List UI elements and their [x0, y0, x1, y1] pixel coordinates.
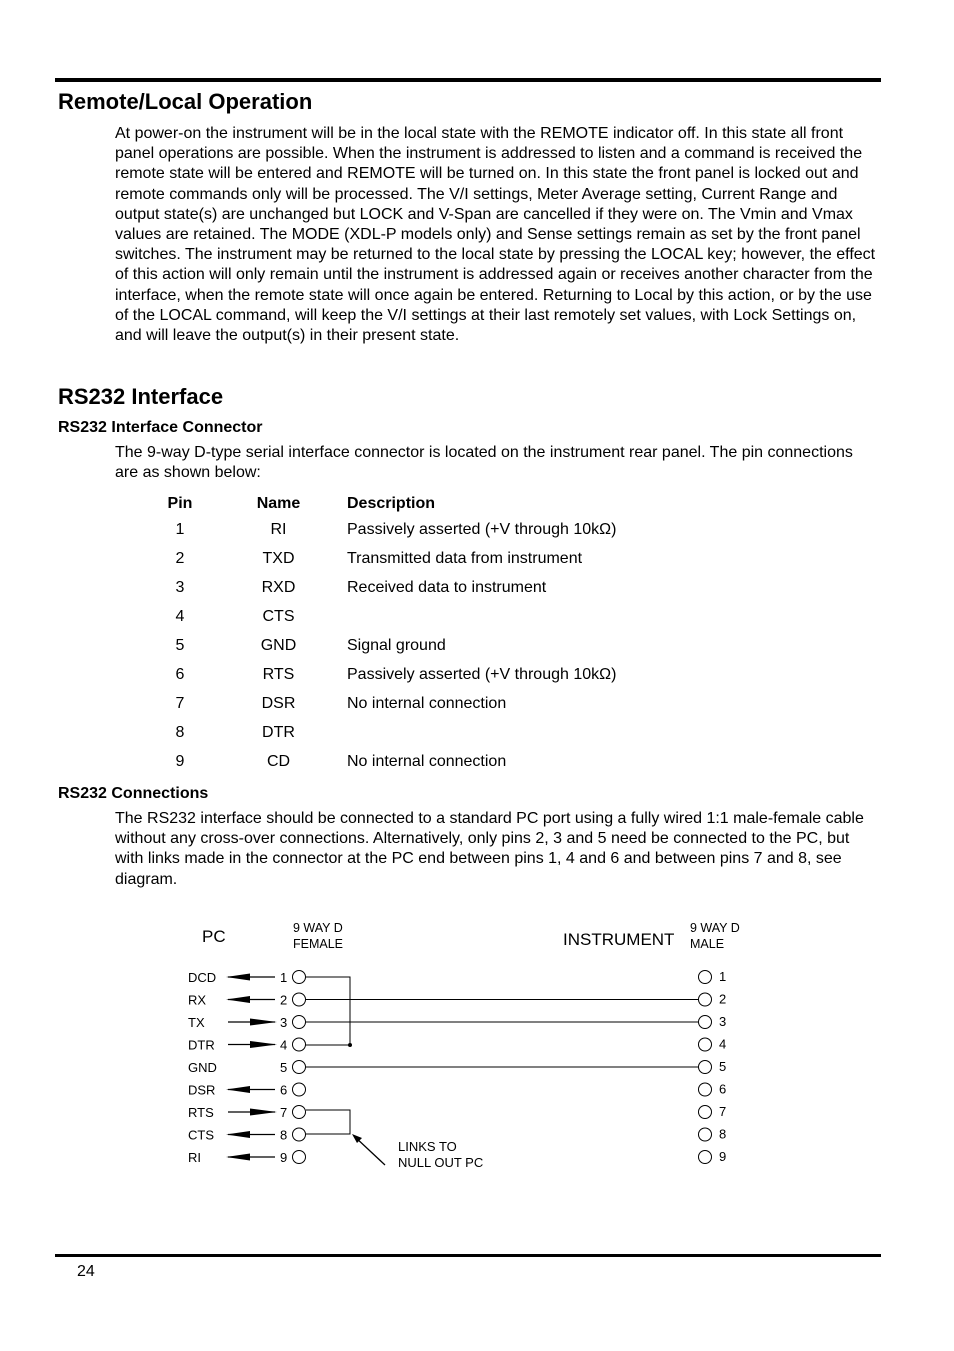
instrument-pin-number: 6 [719, 1081, 727, 1097]
diagram-pc-connector-type: 9 WAY D [293, 921, 343, 935]
pin-description-cell: No internal connection [347, 752, 507, 770]
pin-number-cell: 5 [175, 636, 185, 654]
instrument-pin-number: 8 [719, 1126, 727, 1142]
pc-pin-number: 1 [280, 970, 288, 985]
link-junction-dot [348, 1043, 352, 1047]
instrument-pin-number: 2 [719, 991, 727, 1007]
pin-number-cell: 7 [175, 694, 185, 712]
pc-signal-label: CTS [188, 1127, 214, 1143]
pc-pin-number: 2 [280, 992, 288, 1008]
instrument-pin-circle-icon [699, 971, 712, 984]
col-pin-header: Pin [167, 495, 193, 512]
pin-name-cell: RI [270, 520, 287, 538]
arrow-right-icon [250, 1019, 277, 1026]
pin-number-cell: 6 [175, 665, 185, 683]
pin-number-cell: 3 [175, 578, 185, 596]
pc-pin-number: 3 [280, 1015, 288, 1030]
pc-signal-label: RTS [188, 1105, 214, 1120]
pin-description-cell: Transmitted data from instrument [347, 549, 583, 567]
instrument-pin-number: 7 [719, 1104, 727, 1119]
pc-pin-circle-icon [293, 1038, 306, 1051]
diagram-row [188, 969, 726, 985]
diagram-instrument-connector-type: 9 WAY D [690, 921, 740, 935]
pin-name-cell: GND [260, 636, 297, 654]
pin-name-cell: RTS [262, 665, 295, 683]
pc-pin-circle-icon [293, 971, 306, 984]
instrument-pin-number: 4 [719, 1036, 727, 1052]
instrument-pin-circle-icon [699, 993, 712, 1006]
pin-name-cell: CD [266, 752, 291, 770]
pin-name-cell: RXD [261, 578, 296, 596]
diagram-row [188, 1082, 726, 1098]
diagram-row [188, 1037, 726, 1053]
arrow-left-icon [226, 1086, 250, 1093]
pin-number-cell: 8 [175, 723, 185, 741]
diagram-pc-links [306, 977, 483, 1170]
pc-signal-label: GND [188, 1060, 217, 1075]
arrow-left-icon [226, 1154, 250, 1161]
instrument-pin-number: 5 [719, 1059, 727, 1074]
arrow-right-icon [250, 1109, 277, 1116]
pc-signal-label: DCD [188, 970, 217, 985]
pin-table-row [150, 718, 616, 747]
pin-table-row [150, 573, 616, 602]
instrument-pin-circle-icon [699, 1038, 712, 1051]
link-pins-7-8 [306, 1110, 350, 1134]
pin-description-cell: Received data to instrument [347, 578, 547, 596]
rs232-connections-body: The RS232 interface should be connected to a standard PC port using a fully wired 1:1 male-female cable without any cross-over connections. Alternatively, only pins 2, 3 and 5 need be connected to the PC, but with links made in the connector at the PC end between pins 1, 4 and 6 and between pins 7 and 8, see diagram. [115, 810, 864, 888]
pin-description-cell [347, 718, 616, 747]
pin-table-row [150, 631, 616, 660]
pin-table-row [150, 544, 616, 573]
pin-table-row [150, 515, 616, 544]
pc-pin-number: 9 [280, 1150, 288, 1165]
diagram-instrument-connector-gender: MALE [690, 937, 725, 951]
diagram-row [188, 1104, 726, 1120]
diagram-row [188, 992, 726, 1008]
link-note-line1: LINKS TO [398, 1139, 457, 1154]
pc-pin-circle-icon [293, 993, 306, 1006]
rs232-connections-heading: RS232 Connections [58, 785, 209, 802]
instrument-pin-number: 1 [719, 969, 727, 984]
pin-table-row [150, 660, 616, 689]
pc-signal-label: RX [188, 992, 207, 1008]
page-number: 24 [77, 1263, 95, 1280]
pc-pin-circle-icon [293, 1083, 306, 1096]
pin-name-cell: DTR [262, 723, 295, 741]
top-rule [55, 78, 881, 82]
diagram-row [188, 1127, 726, 1143]
bottom-rule [55, 1254, 881, 1257]
arrow-left-icon [226, 974, 250, 981]
instrument-pin-circle-icon [699, 1061, 712, 1074]
pc-pin-circle-icon [293, 1128, 306, 1141]
pin-table-row [150, 689, 616, 718]
remote-local-heading: Remote/Local Operation [58, 89, 313, 114]
arrow-left-icon [226, 996, 250, 1003]
pin-number-cell: 2 [175, 549, 185, 567]
pin-table-row [150, 747, 616, 776]
link-note-line2: NULL OUT PC [398, 1155, 484, 1170]
col-name-header: Name [256, 495, 301, 512]
instrument-pin-circle-icon [699, 1106, 712, 1119]
pin-number-cell: 1 [175, 520, 185, 538]
pin-description-cell [347, 602, 616, 631]
pc-pin-number: 4 [280, 1037, 288, 1053]
rs232-connector-heading: RS232 Interface Connector [58, 419, 263, 436]
pin-table-header [150, 493, 616, 515]
instrument-pin-circle-icon [699, 1151, 712, 1164]
remote-local-body: At power-on the instrument will be in the local state with the REMOTE indicator off. In this state all front panel operations are possible. When the instrument is addressed to listen and a command is received the remote state will be entered and REMOTE will be turned on. In this state the front panel is locked out and remote commands only will be processed. The V/I settings, Meter Average setting, Current Range and output state(s) are unchanged but LOCK and V-Span are cancelled if they were on. The Vmin and Vmax values are retained. The MODE (XDL-P models only) and Sense settings remain as set by the front panel switches. The instrument may be returned to the local state by pressing the LOCAL key; however, the effect of this action will only remain until the instrument is addressed again or receives another character from the interface, when the remote state will once again be entered. Returning to Local by this action, or by the use of the LOCAL command, will keep the V/I settings at their last remotely set values, with Lock Settings on, and will leave the output(s) in their present state. [115, 125, 876, 345]
pc-signal-label: DSR [188, 1082, 216, 1098]
instrument-pin-circle-icon [699, 1083, 712, 1096]
pin-name-cell: CTS [262, 607, 295, 625]
wiring-diagram [180, 912, 770, 1182]
pc-pin-circle-icon [293, 1151, 306, 1164]
rs232-interface-heading: RS232 Interface [58, 384, 224, 409]
pin-name-cell: TXD [262, 549, 295, 567]
pc-pin-circle-icon [293, 1061, 306, 1074]
pin-description-cell: Signal ground [347, 636, 446, 654]
pin-description-cell: No internal connection [347, 694, 507, 712]
pc-pin-number: 8 [280, 1127, 288, 1143]
instrument-pin-circle-icon [699, 1128, 712, 1141]
pc-pin-number: 5 [280, 1060, 288, 1075]
pin-table [150, 493, 616, 776]
pin-name-cell: DSR [261, 694, 296, 712]
link-pins-1-4-6 [306, 977, 350, 1045]
pin-description-cell: Passively asserted (+V through 10kΩ) [347, 520, 617, 538]
instrument-pin-number: 3 [719, 1014, 727, 1029]
pin-number-cell: 4 [175, 607, 185, 625]
instrument-pin-number: 9 [719, 1149, 727, 1164]
diagram-instrument-label: INSTRUMENT [563, 930, 675, 949]
diagram-row [188, 1059, 726, 1075]
pc-pin-circle-icon [293, 1106, 306, 1119]
pc-pin-number: 6 [280, 1082, 288, 1098]
pin-description-cell: Passively asserted (+V through 10kΩ) [347, 665, 617, 683]
pc-signal-label: RI [188, 1150, 201, 1165]
pc-pin-number: 7 [280, 1105, 288, 1120]
rs232-connector-body: The 9-way D-type serial interface connector is located on the instrument rear panel. The pin connections are as shown below: [115, 444, 853, 482]
diagram-row [188, 1014, 726, 1030]
pc-signal-label: DTR [188, 1037, 215, 1053]
pc-signal-label: TX [188, 1015, 205, 1030]
pin-number-cell: 9 [175, 752, 185, 770]
arrow-right-icon [250, 1041, 277, 1048]
diagram-pc-connector-gender: FEMALE [293, 937, 344, 951]
arrow-left-icon [226, 1131, 250, 1138]
pin-table-row [150, 602, 616, 631]
col-description-header: Description [347, 495, 436, 512]
pc-pin-circle-icon [293, 1016, 306, 1029]
diagram-pin-rows [188, 969, 726, 1165]
instrument-pin-circle-icon [699, 1016, 712, 1029]
diagram-pc-label: PC [202, 927, 226, 946]
